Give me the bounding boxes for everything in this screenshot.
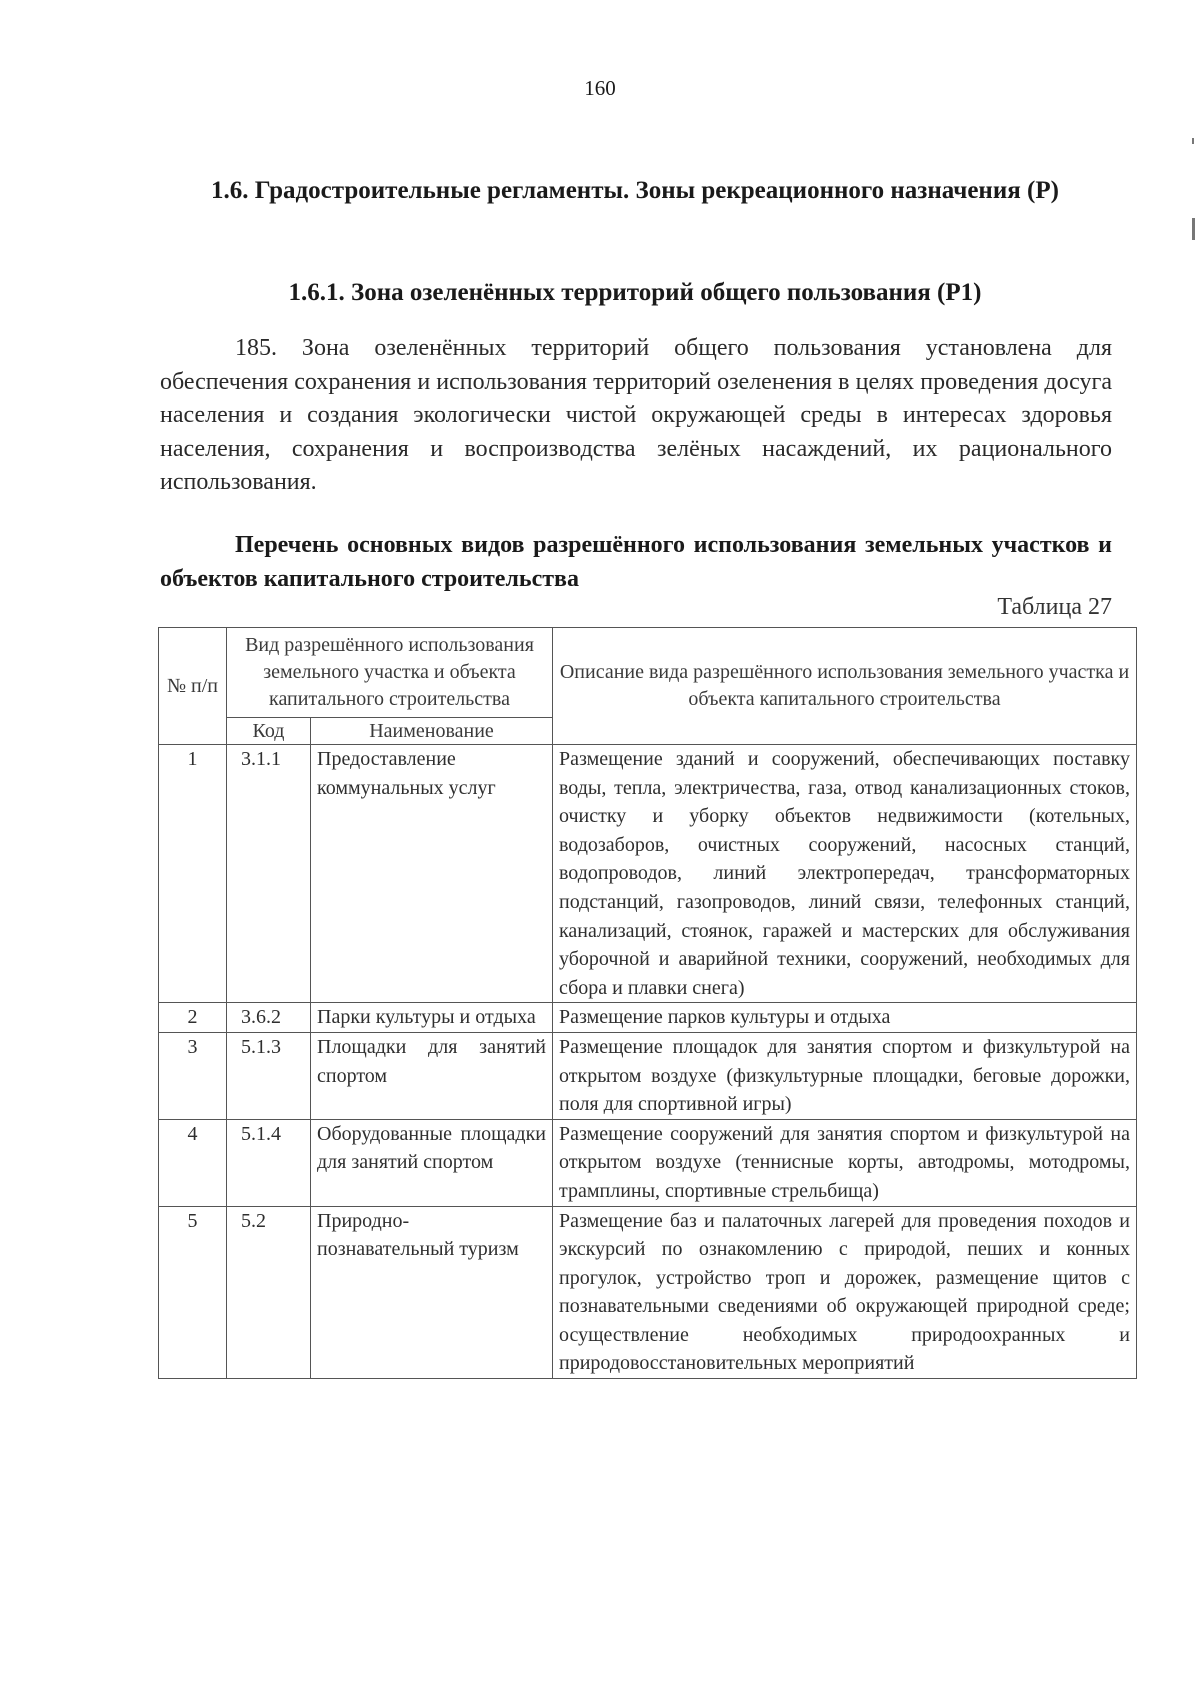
table-row: [159, 1003, 1137, 1033]
row-name: Предоставление коммунальных услуг: [311, 745, 553, 1003]
scan-edge-mark: [1192, 138, 1194, 144]
table-row: [159, 1206, 1137, 1379]
list-title: Перечень основных видов разрешённого использования земельных участков и объектов капитального строительства: [160, 532, 1112, 592]
row-description: Размещение баз и палаточных лагерей для проведения походов и экскурсий по ознакомлению с природой, пеших и конных прогулок, устройство троп и дорожек, размещение щитов с познавательными сведениями об окружающей природной среде; осуществление необходимых природоохранных и природовосстановительных мероприятий: [553, 1206, 1137, 1379]
row-num: 3: [159, 1032, 227, 1119]
table-caption: Таблица 27: [997, 594, 1112, 620]
row-code: 5.1.4: [227, 1119, 311, 1206]
land-use-table: [158, 627, 1137, 1379]
header-name: Наименование: [311, 718, 553, 745]
row-num: 1: [159, 745, 227, 1003]
page-number: 160: [584, 76, 616, 100]
row-code: 3.6.2: [227, 1003, 311, 1033]
header-kind: Вид разрешённого использования земельного участка и объекта капитального строительства: [227, 628, 553, 718]
row-num: 5: [159, 1206, 227, 1379]
section-title: 1.6. Градостроительные регламенты. Зоны рекреационного назначения (Р): [211, 177, 1059, 204]
header-num: № п/п: [159, 628, 227, 745]
header-code: Код: [227, 718, 311, 745]
row-num: 2: [159, 1003, 227, 1033]
table-row: [159, 745, 1137, 1003]
scan-edge-mark: [1192, 218, 1195, 240]
table-row: [159, 1119, 1137, 1206]
row-code: 5.2: [227, 1206, 311, 1379]
row-code: 5.1.3: [227, 1032, 311, 1119]
row-code: 3.1.1: [227, 745, 311, 1003]
row-description: Размещение зданий и сооружений, обеспечивающих поставку воды, тепла, электричества, газа, отвод канализационных стоков, очистку и уборку объектов недвижимости (котельных, водозаборов, очистных сооружений, насосных станций, водопроводов, линий электропередач, трансформаторных подстанций, газопроводов, линий связи, телефонных станций, канализаций, стоянок, гаражей и мастерских для обслуживания уборочной и аварийной техники, сооружений, необходимых для сбора и плавки снега): [553, 745, 1137, 1003]
row-name: Парки культуры и отдыха: [311, 1003, 553, 1033]
row-name: Площадки для занятий спортом: [311, 1032, 553, 1119]
row-name: Природно-познавательный туризм: [311, 1206, 553, 1379]
row-description: Размещение сооружений для занятия спортом и физкультурой на открытом воздухе (теннисные корты, автодромы, мотодромы, трамплины, спортивные стрельбища): [553, 1119, 1137, 1206]
row-description: Размещение площадок для занятия спортом и физкультурой на открытом воздухе (физкультурные площадки, беговые дорожки, поля для спортивной игры): [553, 1032, 1137, 1119]
paragraph-185: 185. Зона озеленённых территорий общего пользования установлена для обеспечения сохранения и использования территорий озеленения в целях проведения досуга населения и создания экологически чистой окружающей среды в интересах здоровья населения, сохранения и воспроизводства зелёных насаждений, их рационального использования.: [160, 335, 1112, 495]
subsection-title: 1.6.1. Зона озеленённых территорий общего пользования (Р1): [288, 279, 982, 306]
header-description: Описание вида разрешённого использования земельного участка и объекта капитального строительства: [553, 628, 1137, 745]
row-num: 4: [159, 1119, 227, 1206]
row-name: Оборудованные площадки для занятий спортом: [311, 1119, 553, 1206]
row-description: Размещение парков культуры и отдыха: [553, 1003, 1137, 1033]
table-row: [159, 1032, 1137, 1119]
